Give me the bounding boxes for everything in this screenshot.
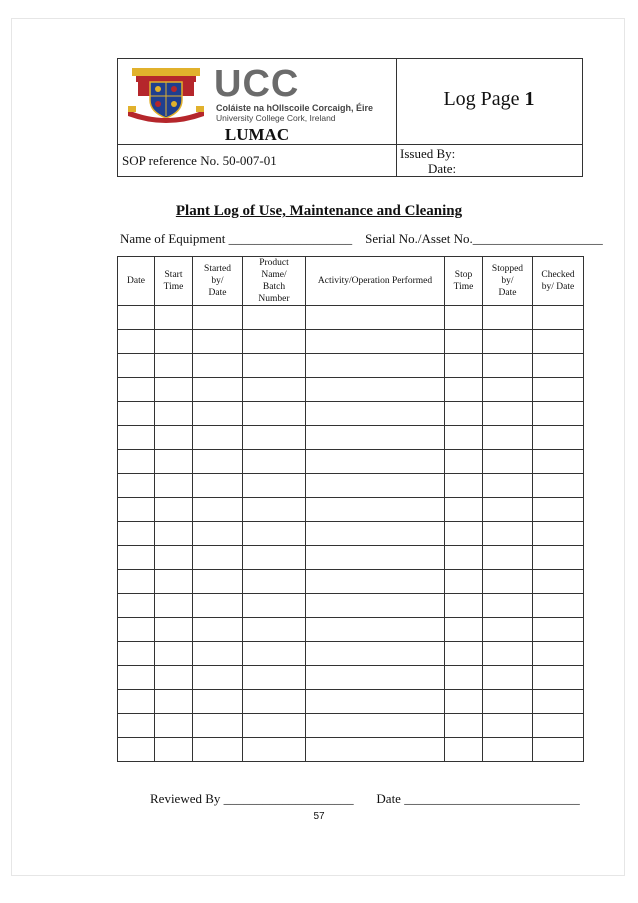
table-cell[interactable] [118,306,155,330]
table-cell[interactable] [533,402,584,426]
table-cell[interactable] [243,498,306,522]
table-cell[interactable] [155,330,193,354]
table-cell[interactable] [306,714,445,738]
table-cell[interactable] [193,426,243,450]
table-row [118,474,584,498]
col-header-activity: Activity/Operation Performed [306,257,445,306]
table-row [118,570,584,594]
table-cell[interactable] [306,690,445,714]
table-body [118,306,584,762]
table-cell[interactable] [483,738,533,762]
table-cell[interactable] [306,474,445,498]
table-cell[interactable] [155,450,193,474]
table-cell[interactable] [243,714,306,738]
table-row [118,690,584,714]
table-row [118,714,584,738]
table-cell[interactable] [193,354,243,378]
table-cell[interactable] [118,450,155,474]
table-cell[interactable] [155,666,193,690]
table-cell[interactable] [445,546,483,570]
table-cell[interactable] [306,618,445,642]
table-cell[interactable] [445,450,483,474]
log-page-label: Log Page [443,88,525,110]
table-cell[interactable] [118,570,155,594]
table-row [118,330,584,354]
table-cell[interactable] [243,570,306,594]
table-cell[interactable] [243,306,306,330]
table-cell[interactable] [118,498,155,522]
table-cell[interactable] [483,642,533,666]
table-cell[interactable] [533,306,584,330]
page-number: 57 [313,811,325,822]
table-cell[interactable] [445,522,483,546]
table-cell[interactable] [193,450,243,474]
table-cell[interactable] [193,738,243,762]
table-cell[interactable] [533,594,584,618]
table-cell[interactable] [155,642,193,666]
table-cell[interactable] [483,618,533,642]
table-cell[interactable] [243,666,306,690]
table-cell[interactable] [483,714,533,738]
table-cell[interactable] [193,714,243,738]
table-cell[interactable] [193,546,243,570]
table-row [118,498,584,522]
table-cell[interactable] [118,330,155,354]
table-cell[interactable] [445,426,483,450]
issued-by-label: Issued By: [400,146,456,161]
table-cell[interactable] [155,498,193,522]
table-cell[interactable] [445,474,483,498]
header-box [117,58,583,177]
table-cell[interactable] [533,618,584,642]
table-cell[interactable] [193,474,243,498]
table-cell[interactable] [243,546,306,570]
table-cell[interactable] [243,330,306,354]
table-cell[interactable] [483,666,533,690]
table-cell[interactable] [193,642,243,666]
table-row [118,378,584,402]
table-cell[interactable] [118,354,155,378]
table-row [118,618,584,642]
table-cell[interactable] [193,330,243,354]
table-cell[interactable] [483,522,533,546]
table-cell[interactable] [306,306,445,330]
table-cell[interactable] [118,426,155,450]
table-row [118,738,584,762]
table-cell[interactable] [483,426,533,450]
col-header-started-by: Started by/ Date [193,257,243,306]
table-cell[interactable] [155,618,193,642]
table-cell[interactable] [155,306,193,330]
reviewed-by-field[interactable]: Reviewed By ____________________ [150,791,354,806]
table-cell[interactable] [193,594,243,618]
table-cell[interactable] [483,498,533,522]
equipment-line [120,231,603,247]
table-cell[interactable] [243,426,306,450]
header-divider-vertical [396,59,397,176]
table-cell[interactable] [445,690,483,714]
table-cell[interactable] [155,402,193,426]
table-header-row [118,257,584,306]
table-cell[interactable] [155,738,193,762]
table-cell[interactable] [155,594,193,618]
col-header-checked-by: Checked by/ Date [533,257,584,306]
table-cell[interactable] [243,378,306,402]
table-cell[interactable] [306,522,445,546]
table-cell[interactable] [306,330,445,354]
issued-date-label: Date: [428,161,457,176]
table-cell[interactable] [193,690,243,714]
table-cell[interactable] [193,522,243,546]
table-cell[interactable] [193,498,243,522]
table-cell[interactable] [243,450,306,474]
table-cell[interactable] [243,354,306,378]
table-cell[interactable] [483,354,533,378]
table-cell[interactable] [243,474,306,498]
form-title: Plant Log of Use, Maintenance and Cleaning [175,203,463,219]
table-cell[interactable] [306,738,445,762]
table-cell[interactable] [483,450,533,474]
table-cell[interactable] [118,642,155,666]
table-cell[interactable] [533,546,584,570]
table-cell[interactable] [306,402,445,426]
table-cell[interactable] [306,594,445,618]
table-cell[interactable] [155,690,193,714]
log-page-number: 1 [524,88,535,110]
table-cell[interactable] [445,618,483,642]
table-cell[interactable] [306,546,445,570]
col-header-stopped-by: Stopped by/ Date [483,257,533,306]
table-cell[interactable] [193,402,243,426]
table-cell[interactable] [306,354,445,378]
table-row [118,594,584,618]
table-cell[interactable] [118,402,155,426]
table-cell[interactable] [155,474,193,498]
table-cell[interactable] [155,426,193,450]
table-cell[interactable] [243,618,306,642]
table-cell[interactable] [533,522,584,546]
table-row [118,450,584,474]
table-cell[interactable] [118,474,155,498]
table-cell[interactable] [445,306,483,330]
table-cell[interactable] [118,522,155,546]
table-cell[interactable] [533,450,584,474]
table-cell[interactable] [483,546,533,570]
table-cell[interactable] [483,378,533,402]
table-cell[interactable] [533,642,584,666]
table-cell[interactable] [118,714,155,738]
table-cell[interactable] [533,666,584,690]
review-date-field[interactable]: Date ___________________________ [376,791,580,806]
table-row [118,546,584,570]
table-cell[interactable] [306,450,445,474]
log-page-title [396,88,582,111]
table-cell[interactable] [483,306,533,330]
table-cell[interactable] [483,594,533,618]
sop-reference: SOP reference No. 50-007-01 [122,153,277,168]
table-cell[interactable] [483,690,533,714]
table-cell[interactable] [483,570,533,594]
table-cell[interactable] [306,378,445,402]
table-cell[interactable] [533,570,584,594]
table-row [118,354,584,378]
logo-english-name: University College Cork, Ireland [216,113,336,123]
logo-irish-name: Coláiste na hOllscoile Corcaigh, Éire [216,103,374,113]
table-cell[interactable] [193,570,243,594]
table-cell[interactable] [118,594,155,618]
table-cell[interactable] [445,498,483,522]
table-cell[interactable] [193,618,243,642]
table-cell[interactable] [155,546,193,570]
table-cell[interactable] [118,690,155,714]
issued-block [400,146,456,176]
plant-log-table [117,256,584,762]
table-cell[interactable] [533,426,584,450]
table-cell[interactable] [483,474,533,498]
table-cell[interactable] [533,474,584,498]
table-cell[interactable] [155,570,193,594]
table-cell[interactable] [243,738,306,762]
table-cell[interactable] [155,714,193,738]
table-cell[interactable] [306,426,445,450]
table-cell[interactable] [483,402,533,426]
table-cell[interactable] [118,738,155,762]
table-cell[interactable] [155,522,193,546]
equipment-name-field[interactable]: Name of Equipment ___________________ [120,231,353,246]
table-row [118,402,584,426]
table-cell[interactable] [118,666,155,690]
table-cell[interactable] [306,570,445,594]
table-cell[interactable] [533,354,584,378]
table-cell[interactable] [306,498,445,522]
table-cell[interactable] [243,642,306,666]
table-cell[interactable] [193,378,243,402]
table-cell[interactable] [306,666,445,690]
table-cell[interactable] [445,354,483,378]
table-cell[interactable] [533,738,584,762]
table-row [118,426,584,450]
logo-wordmark: UCC [214,63,300,105]
table-cell[interactable] [445,714,483,738]
table-cell[interactable] [243,402,306,426]
table-cell[interactable] [445,666,483,690]
table-row [118,642,584,666]
serial-number-field[interactable]: Serial No./Asset No.____________________ [365,231,603,246]
table-cell[interactable] [118,618,155,642]
table-cell[interactable] [445,738,483,762]
table-cell[interactable] [445,330,483,354]
table-cell[interactable] [445,402,483,426]
table-row [118,306,584,330]
table-row [118,666,584,690]
table-cell[interactable] [243,594,306,618]
table-cell[interactable] [306,642,445,666]
table-cell[interactable] [445,570,483,594]
col-header-start-time: Start Time [155,257,193,306]
table-cell[interactable] [118,546,155,570]
table-cell[interactable] [533,714,584,738]
col-header-stop-time: Stop Time [445,257,483,306]
table-cell[interactable] [533,690,584,714]
table-cell[interactable] [533,330,584,354]
table-cell[interactable] [445,378,483,402]
table-row [118,522,584,546]
table-cell[interactable] [243,522,306,546]
table-cell[interactable] [533,498,584,522]
col-header-product: Product Name/ Batch Number [243,257,306,306]
table-cell[interactable] [483,330,533,354]
table-cell[interactable] [155,354,193,378]
table-cell[interactable] [118,378,155,402]
table-cell[interactable] [193,666,243,690]
table-cell[interactable] [533,378,584,402]
table-cell[interactable] [193,306,243,330]
table-cell[interactable] [445,594,483,618]
unit-name: LUMAC [224,125,290,144]
table-cell[interactable] [445,642,483,666]
ucc-logo [124,63,386,124]
col-header-date: Date [118,257,155,306]
review-line [150,791,580,807]
table-cell[interactable] [155,378,193,402]
table-cell[interactable] [243,690,306,714]
